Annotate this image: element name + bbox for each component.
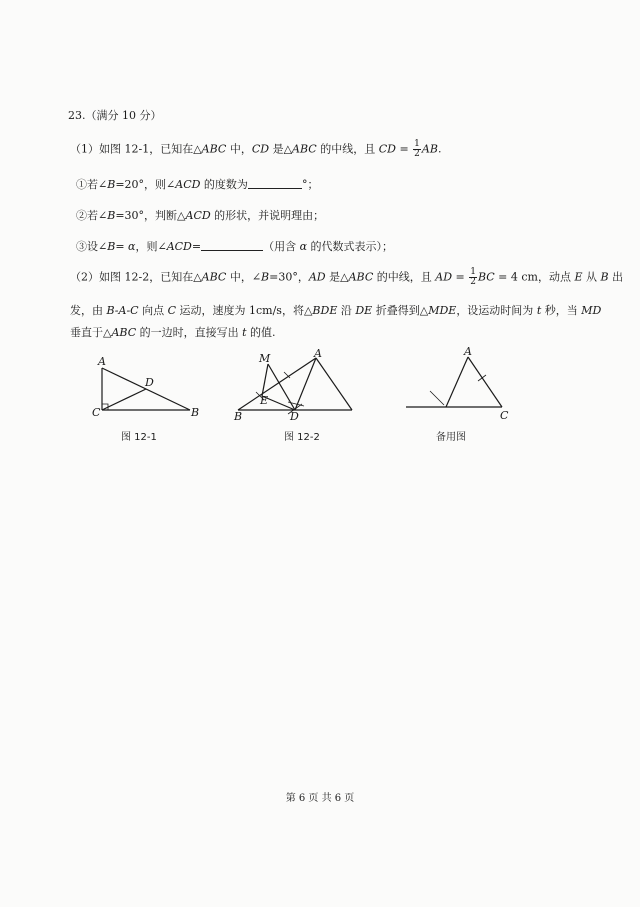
- var: t: [242, 326, 247, 339]
- text: 的中线，且: [373, 270, 436, 284]
- var: ABC: [201, 142, 227, 156]
- text: 的代数式表示）；: [307, 240, 394, 253]
- var: BC: [477, 270, 495, 284]
- side-ba: [446, 357, 468, 407]
- median-cd: [102, 389, 146, 410]
- figure-12-2-caption: 图 12-2: [284, 432, 320, 443]
- figure-spare-caption: 备用图: [436, 432, 466, 443]
- part1-q2: [76, 207, 324, 223]
- var: B: [107, 240, 116, 253]
- var: CD: [378, 142, 396, 156]
- var: AD: [308, 270, 326, 284]
- text: 向点: [138, 304, 168, 317]
- label-e: E: [260, 394, 269, 407]
- text: = 4 cm，动点: [494, 270, 575, 284]
- text: 中，: [226, 142, 252, 156]
- label-d: D: [145, 376, 154, 389]
- text: 秒，当: [541, 304, 582, 317]
- label-b: B: [234, 410, 243, 423]
- text: 运动，速度为 1cm/s，将△: [176, 304, 313, 317]
- label-c: C: [92, 406, 101, 419]
- var: BDE: [312, 304, 338, 317]
- question-header: [68, 107, 161, 123]
- var: B: [600, 270, 609, 284]
- var: ABC: [201, 270, 227, 284]
- text: ①若∠: [76, 178, 108, 191]
- text: ，则∠: [135, 240, 167, 253]
- figure-spare: [402, 345, 514, 425]
- part1-q3: [76, 238, 393, 254]
- text: =30°，: [269, 270, 309, 284]
- text: =: [452, 270, 469, 284]
- var: CD: [251, 142, 270, 156]
- figure-12-1-caption: 图 12-1: [121, 432, 157, 443]
- answer-blank[interactable]: [201, 240, 263, 251]
- label-d: D: [290, 410, 299, 423]
- numerator: 1: [470, 267, 476, 277]
- var: MDE: [428, 304, 457, 317]
- denominator: 2: [470, 277, 476, 287]
- text: 是△: [325, 270, 349, 284]
- label-m: M: [259, 352, 271, 365]
- text: 出: [608, 270, 624, 284]
- text: 发，由: [70, 304, 107, 317]
- question-number: 23.（满分 10 分）: [68, 109, 162, 122]
- text: =: [395, 142, 413, 156]
- tick-mark: [430, 391, 444, 405]
- label-a: A: [98, 355, 106, 368]
- label-b: B: [191, 406, 200, 419]
- var: α: [128, 240, 136, 253]
- figure-12-2: [232, 348, 362, 428]
- part1-intro: [70, 140, 441, 159]
- var: ABC: [348, 270, 374, 284]
- text: 从: [582, 270, 601, 284]
- text: 的一边时，直接写出: [136, 326, 243, 339]
- text: 沿: [337, 304, 356, 317]
- part1-q1: [76, 176, 318, 192]
- text: 的中线，且: [316, 142, 379, 156]
- side-ac: [468, 357, 502, 407]
- text: （1）如图 12-1，已知在△: [70, 142, 202, 156]
- denominator: 2: [414, 149, 420, 159]
- var: AB: [421, 142, 438, 156]
- var: E: [574, 270, 583, 284]
- text: °；: [301, 178, 319, 191]
- text: .: [437, 142, 442, 156]
- part2-line3: [70, 324, 276, 340]
- var: ACD: [166, 240, 192, 253]
- text: 中，∠: [226, 270, 262, 284]
- var: ABC: [292, 142, 317, 156]
- numerator: 1: [414, 139, 420, 149]
- var: B: [107, 178, 116, 191]
- var: t: [536, 304, 542, 317]
- label-c: C: [500, 409, 509, 422]
- var: B: [261, 270, 270, 284]
- var: ABC: [111, 326, 137, 339]
- median-ad: [295, 358, 316, 410]
- fraction-half: [469, 268, 477, 287]
- figure-12-1: [90, 350, 210, 425]
- text: =: [191, 240, 202, 253]
- text: 的值.: [246, 326, 276, 339]
- text: =: [115, 240, 129, 253]
- tick-mark: [478, 375, 486, 381]
- text: 的度数为: [200, 178, 248, 191]
- var: B-A-C: [106, 304, 139, 317]
- text: 的形状，并说明理由；: [210, 209, 325, 222]
- text: （用含: [263, 240, 300, 253]
- page-footer: 第 6 页 共 6 页: [285, 793, 355, 804]
- text: ③设∠: [76, 240, 108, 253]
- text: ，设运动时间为: [456, 304, 537, 317]
- var: B: [107, 209, 116, 222]
- var: ACD: [175, 178, 201, 191]
- text: 垂直于△: [70, 326, 112, 339]
- text: （2）如图 12-2，已知在△: [70, 270, 202, 284]
- text: 折叠得到△: [372, 304, 429, 317]
- part2-line2: [70, 302, 601, 318]
- var: MD: [581, 304, 602, 317]
- var: DE: [355, 304, 373, 317]
- var: ACD: [185, 209, 211, 222]
- text: 是△: [269, 142, 293, 156]
- var: AD: [435, 270, 453, 284]
- text: =20°，则∠: [115, 178, 176, 191]
- var: C: [167, 304, 177, 317]
- label-a: A: [464, 345, 472, 358]
- side-ac: [316, 358, 352, 410]
- part2-line1: [70, 268, 623, 287]
- label-a: A: [314, 348, 322, 360]
- answer-blank[interactable]: [248, 178, 302, 189]
- text: =30°，判断△: [115, 209, 186, 222]
- fraction-half: [413, 140, 421, 159]
- var: α: [299, 240, 308, 253]
- text: ②若∠: [76, 209, 108, 222]
